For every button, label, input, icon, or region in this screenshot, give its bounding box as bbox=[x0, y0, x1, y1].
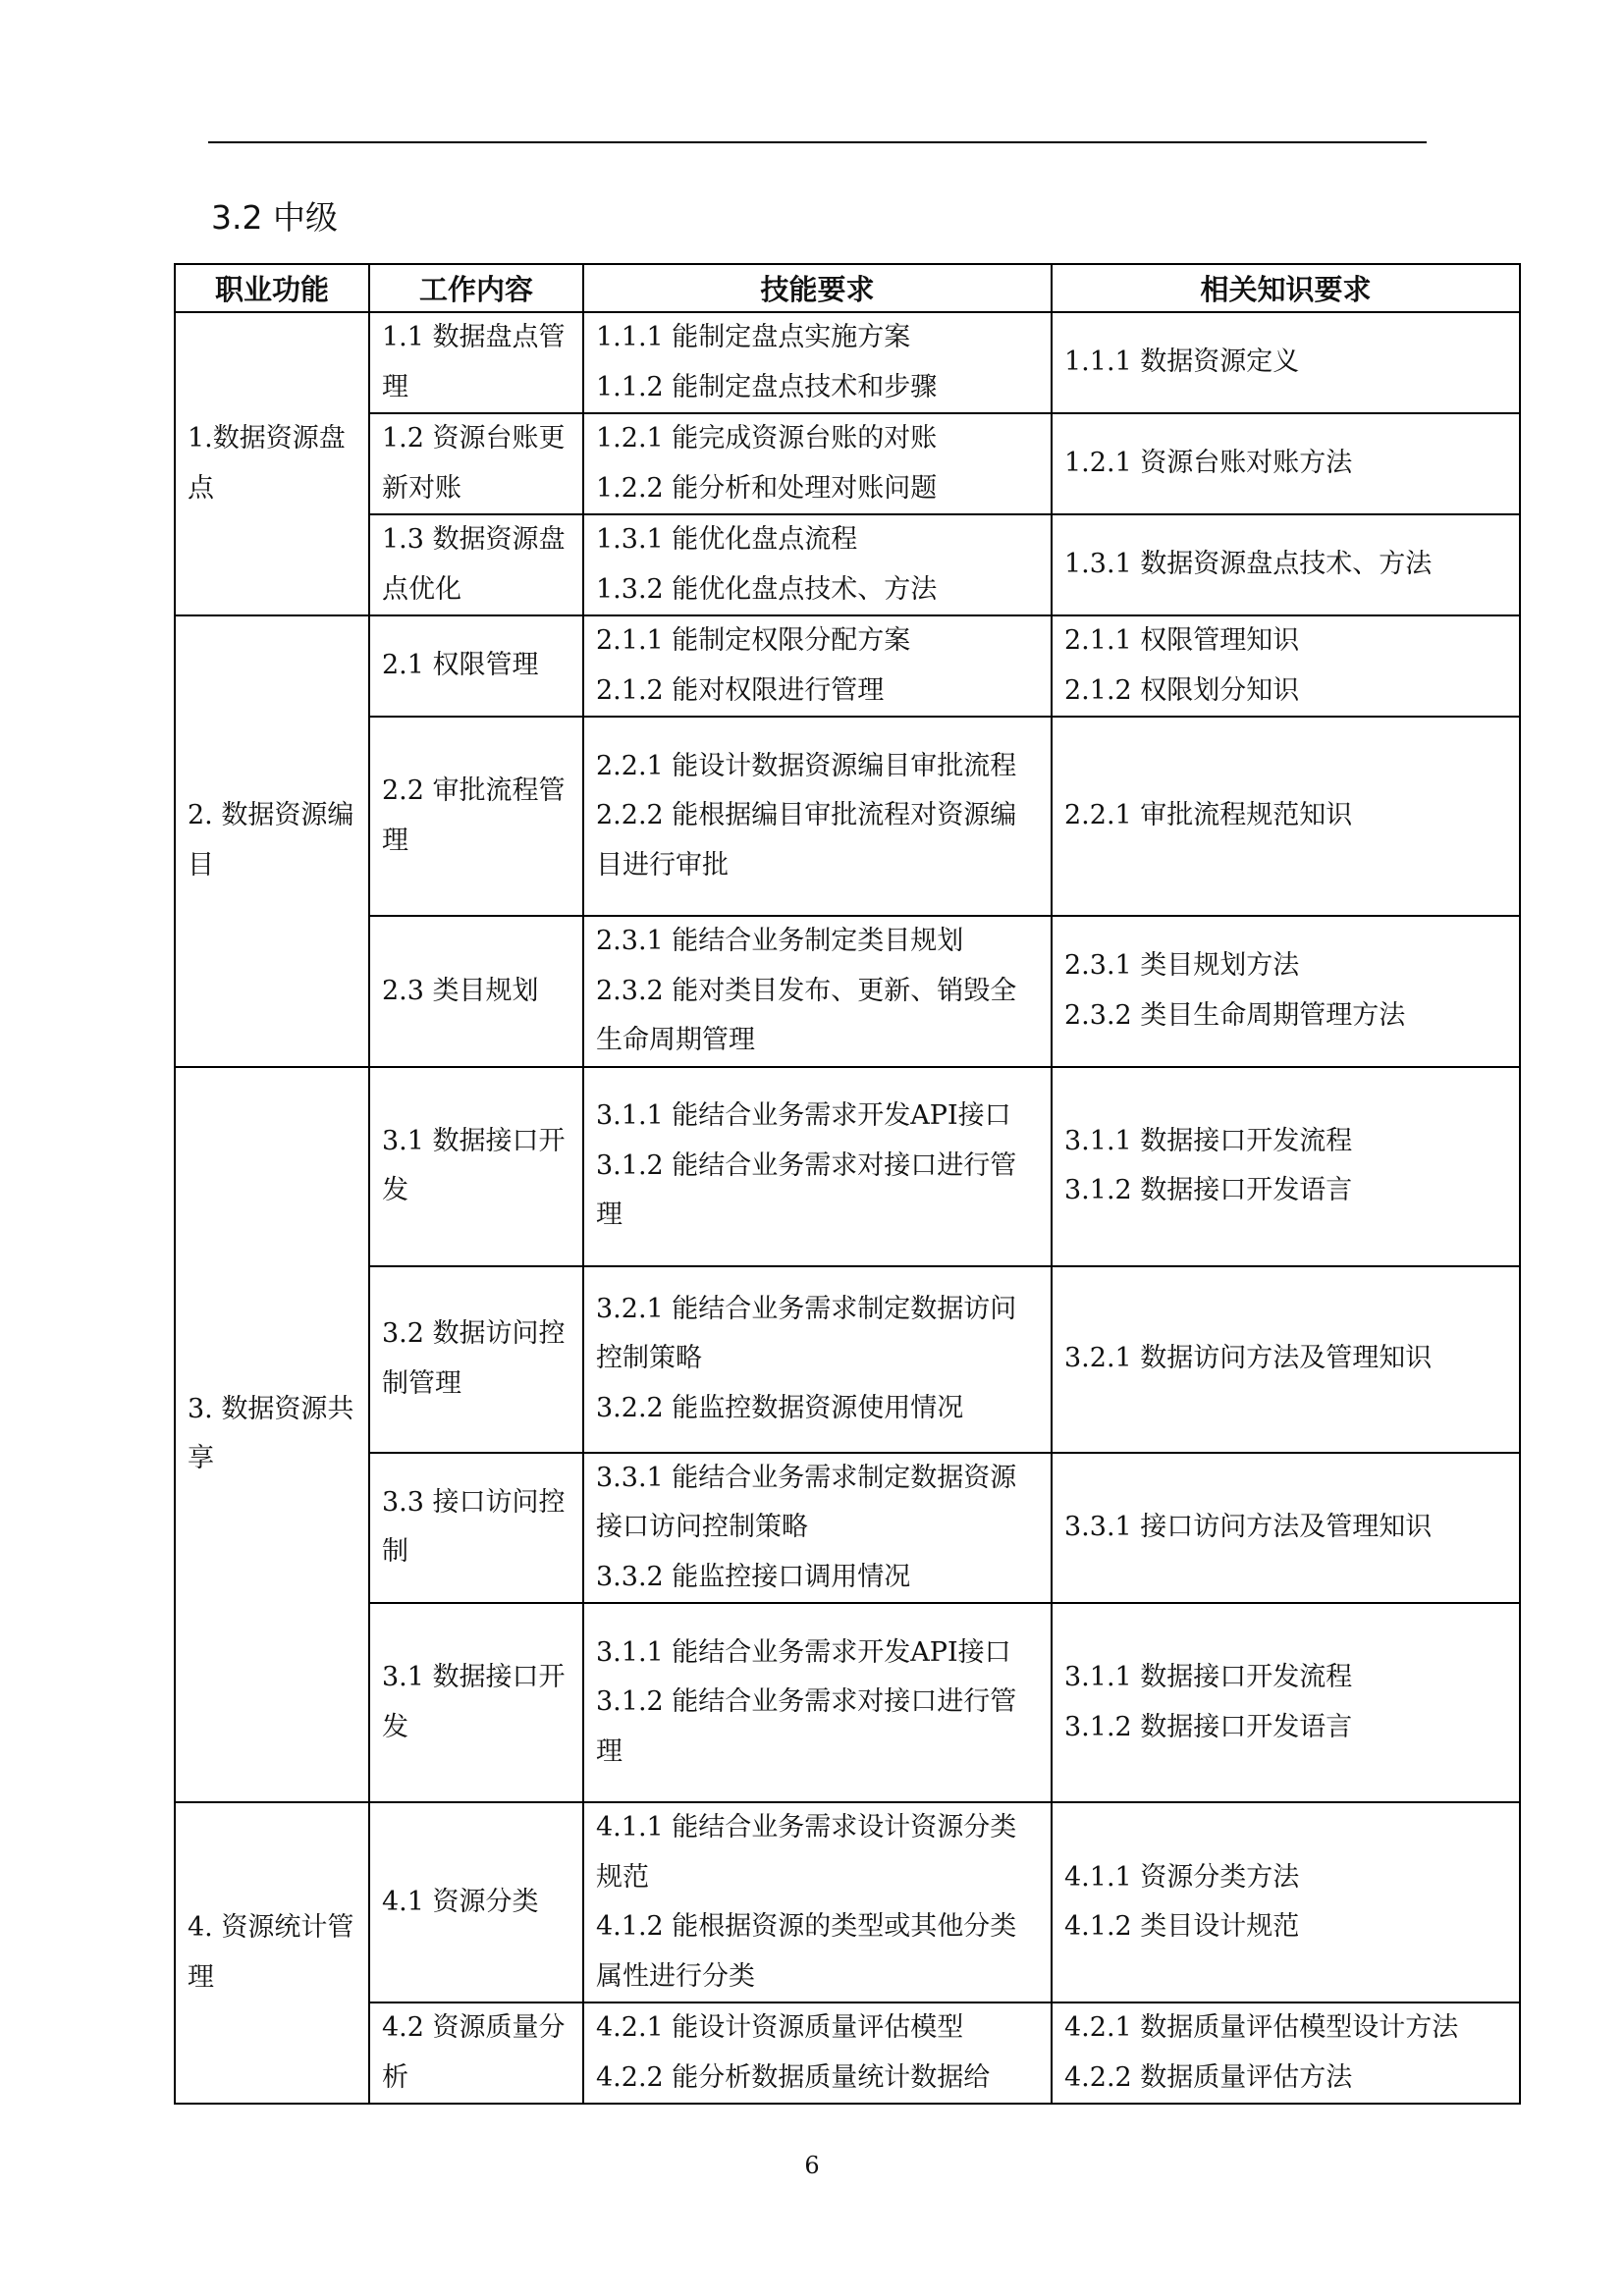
work-cell: 3.1 数据接口开发 bbox=[369, 1603, 583, 1802]
knowledge-cell bbox=[1052, 312, 1520, 413]
table-row bbox=[175, 312, 1520, 413]
skills-cell bbox=[583, 514, 1052, 615]
skill-item: 3.2.1 能结合业务需求制定数据访问控制策略 bbox=[596, 1293, 1017, 1374]
knowledge-item: 2.2.1 审批流程规范知识 bbox=[1064, 800, 1353, 831]
knowledge-item: 1.2.1 资源台账对账方法 bbox=[1064, 448, 1353, 479]
work-cell: 2.1 权限管理 bbox=[369, 615, 583, 717]
skill-item: 3.3.1 能结合业务需求制定数据资源接口访问控制策略 bbox=[596, 1462, 1017, 1542]
knowledge-item: 2.1.1 权限管理知识 bbox=[1064, 625, 1300, 656]
skills-cell bbox=[583, 717, 1052, 916]
knowledge-cell bbox=[1052, 717, 1520, 916]
knowledge-item: 2.1.2 权限划分知识 bbox=[1064, 674, 1300, 706]
page-number: 6 bbox=[804, 2152, 820, 2179]
skill-item: 3.1.2 能结合业务需求对接口进行管理 bbox=[596, 1149, 1017, 1231]
table-row bbox=[175, 1802, 1520, 2002]
knowledge-item: 4.1.2 类目设计规范 bbox=[1064, 1911, 1300, 1942]
skills-cell bbox=[583, 312, 1052, 413]
skill-item: 2.3.1 能结合业务制定类目规划 bbox=[596, 926, 964, 956]
skills-cell bbox=[583, 2002, 1052, 2104]
knowledge-item: 3.1.1 数据接口开发流程 bbox=[1064, 1125, 1353, 1156]
work-cell: 3.2 数据访问控制管理 bbox=[369, 1266, 583, 1453]
knowledge-cell bbox=[1052, 514, 1520, 615]
header-rule bbox=[208, 141, 1427, 143]
knowledge-item: 4.2.2 数据质量评估方法 bbox=[1064, 2061, 1353, 2093]
skills-cell bbox=[583, 1603, 1052, 1802]
skill-item: 4.1.2 能根据资源的类型或其他分类属性进行分类 bbox=[596, 1911, 1017, 1992]
skills-cell bbox=[583, 1802, 1052, 2002]
skill-item: 1.1.1 能制定盘点实施方案 bbox=[596, 322, 911, 352]
knowledge-item: 4.2.1 数据质量评估模型设计方法 bbox=[1064, 2012, 1459, 2043]
column-header: 工作内容 bbox=[369, 264, 583, 312]
skill-item: 4.2.2 能分析数据质量统计数据给 bbox=[596, 2061, 991, 2093]
column-header: 相关知识要求 bbox=[1052, 264, 1520, 312]
knowledge-cell bbox=[1052, 916, 1520, 1067]
skill-item: 3.2.2 能监控数据资源使用情况 bbox=[596, 1392, 964, 1423]
knowledge-cell bbox=[1052, 1453, 1520, 1604]
knowledge-cell bbox=[1052, 1802, 1520, 2002]
knowledge-cell bbox=[1052, 1067, 1520, 1266]
skill-item: 3.1.2 能结合业务需求对接口进行管理 bbox=[596, 1686, 1017, 1767]
knowledge-item: 3.1.2 数据接口开发语言 bbox=[1064, 1711, 1353, 1742]
table-row bbox=[175, 1067, 1520, 1266]
skill-item: 2.3.2 能对类目发布、更新、销毁全生命周期管理 bbox=[596, 975, 1017, 1055]
skill-item: 3.3.2 能监控接口调用情况 bbox=[596, 1561, 911, 1592]
knowledge-item: 3.3.1 接口访问方法及管理知识 bbox=[1064, 1512, 1433, 1542]
column-header: 职业功能 bbox=[175, 264, 369, 312]
function-cell: 4. 资源统计管理 bbox=[175, 1802, 369, 2104]
skills-cell bbox=[583, 615, 1052, 717]
table-row bbox=[175, 916, 1520, 1067]
skill-item: 1.3.1 能优化盘点流程 bbox=[596, 524, 858, 555]
knowledge-cell bbox=[1052, 413, 1520, 514]
table-row bbox=[175, 514, 1520, 615]
knowledge-item: 3.1.1 数据接口开发流程 bbox=[1064, 1662, 1353, 1692]
knowledge-item: 2.3.1 类目规划方法 bbox=[1064, 950, 1300, 982]
table-header-row bbox=[175, 264, 1520, 312]
table-row bbox=[175, 615, 1520, 717]
knowledge-item: 3.2.1 数据访问方法及管理知识 bbox=[1064, 1343, 1433, 1374]
section-heading: 3.2 中级 bbox=[211, 198, 338, 237]
skill-item: 1.3.2 能优化盘点技术、方法 bbox=[596, 573, 938, 605]
work-cell: 4.2 资源质量分析 bbox=[369, 2002, 583, 2104]
skills-cell bbox=[583, 1067, 1052, 1266]
work-cell: 1.2 资源台账更新对账 bbox=[369, 413, 583, 514]
work-cell: 3.3 接口访问控制 bbox=[369, 1453, 583, 1604]
skill-item: 4.1.1 能结合业务需求设计资源分类规范 bbox=[596, 1812, 1017, 1893]
skill-item: 1.2.2 能分析和处理对账问题 bbox=[596, 472, 938, 504]
knowledge-cell bbox=[1052, 615, 1520, 717]
skill-item: 2.2.1 能设计数据资源编目审批流程 bbox=[596, 750, 1017, 781]
knowledge-cell bbox=[1052, 1266, 1520, 1453]
work-cell: 1.1 数据盘点管理 bbox=[369, 312, 583, 413]
table-row bbox=[175, 1266, 1520, 1453]
table-row bbox=[175, 413, 1520, 514]
knowledge-item: 3.1.2 数据接口开发语言 bbox=[1064, 1175, 1353, 1205]
knowledge-item: 4.1.1 资源分类方法 bbox=[1064, 1861, 1300, 1893]
table-row bbox=[175, 1453, 1520, 1604]
knowledge-item: 2.3.2 类目生命周期管理方法 bbox=[1064, 999, 1406, 1031]
skill-item: 1.1.2 能制定盘点技术和步骤 bbox=[596, 371, 938, 402]
table-row bbox=[175, 1603, 1520, 1802]
knowledge-cell bbox=[1052, 2002, 1520, 2104]
function-cell: 1.数据资源盘点 bbox=[175, 312, 369, 615]
function-cell: 2. 数据资源编目 bbox=[175, 615, 369, 1067]
skills-table bbox=[174, 263, 1521, 2105]
skills-cell bbox=[583, 916, 1052, 1067]
column-header: 技能要求 bbox=[583, 264, 1052, 312]
skill-item: 1.2.1 能完成资源台账的对账 bbox=[596, 423, 938, 454]
work-cell: 4.1 资源分类 bbox=[369, 1802, 583, 2002]
skill-item: 2.1.2 能对权限进行管理 bbox=[596, 674, 885, 706]
knowledge-item: 1.3.1 数据资源盘点技术、方法 bbox=[1064, 549, 1433, 580]
table-row bbox=[175, 717, 1520, 916]
work-cell: 2.3 类目规划 bbox=[369, 916, 583, 1067]
work-cell: 3.1 数据接口开发 bbox=[369, 1067, 583, 1266]
skills-cell bbox=[583, 1453, 1052, 1604]
work-cell: 1.3 数据资源盘点优化 bbox=[369, 514, 583, 615]
function-cell: 3. 数据资源共享 bbox=[175, 1067, 369, 1803]
table-row bbox=[175, 2002, 1520, 2104]
skills-cell bbox=[583, 1266, 1052, 1453]
skill-item: 4.2.1 能设计资源质量评估模型 bbox=[596, 2012, 964, 2043]
work-cell: 2.2 审批流程管理 bbox=[369, 717, 583, 916]
knowledge-item: 1.1.1 数据资源定义 bbox=[1064, 347, 1300, 378]
skill-item: 2.1.1 能制定权限分配方案 bbox=[596, 625, 911, 656]
skills-cell bbox=[583, 413, 1052, 514]
knowledge-cell bbox=[1052, 1603, 1520, 1802]
skill-item: 2.2.2 能根据编目审批流程对资源编目进行审批 bbox=[596, 800, 1017, 881]
skill-item: 3.1.1 能结合业务需求开发API接口 bbox=[596, 1636, 1011, 1668]
skill-item: 3.1.1 能结合业务需求开发API接口 bbox=[596, 1100, 1011, 1132]
